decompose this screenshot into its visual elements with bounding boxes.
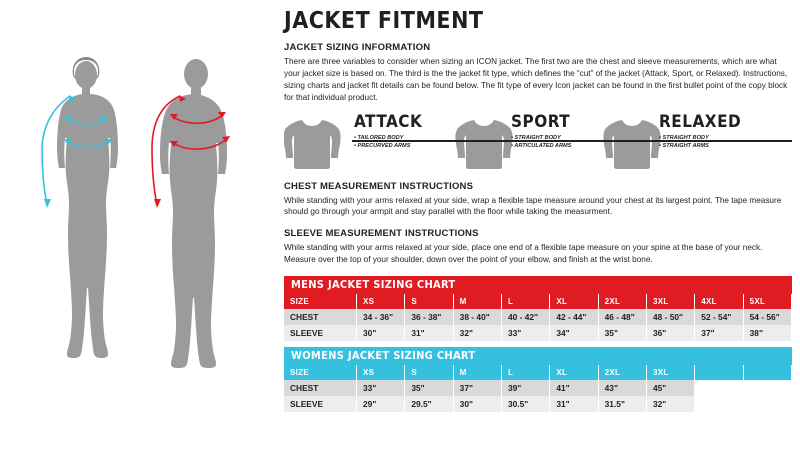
row-label: CHEST <box>284 380 357 396</box>
fit-bullet: • STRAIGHT BODY <box>511 134 561 141</box>
cell: 29" <box>357 396 405 412</box>
cell: 32" <box>646 396 694 412</box>
cell: 42 - 44" <box>550 309 598 325</box>
body-diagrams-svg <box>0 0 278 466</box>
col-s: S <box>405 365 453 380</box>
mens-sizing-table <box>284 294 792 341</box>
table-row <box>284 380 792 396</box>
male-figure <box>160 59 227 368</box>
fit-relaxed-bullets <box>659 134 741 151</box>
col-size: SIZE <box>284 365 357 380</box>
fit-types-graphic <box>284 111 792 171</box>
table-row <box>284 309 792 325</box>
cell: 31" <box>550 396 598 412</box>
cell: 33" <box>357 380 405 396</box>
col-m: M <box>453 365 501 380</box>
female-figure <box>57 57 118 358</box>
section-body: While standing with your arms relaxed at your side, place one end of a flexible tape measure on your spine at the base of your neck. Measure over the top of your shoulder, down over the point of your elbow, and finish at the wrist bone. <box>284 243 763 265</box>
col-3xl: 3XL <box>646 294 694 309</box>
sport-jacket-icon <box>455 120 512 169</box>
fit-bullet: • STRAIGHT ARMS <box>659 142 709 149</box>
table-row <box>284 396 792 412</box>
col-5xl: 5XL <box>743 294 791 309</box>
fit-sport-label: SPORT <box>511 111 571 132</box>
cell: 31" <box>405 325 453 341</box>
col-size: SIZE <box>284 294 357 309</box>
col-xs: XS <box>357 294 405 309</box>
table-header-row <box>284 294 792 309</box>
cell-empty <box>743 380 791 396</box>
cell: 38" <box>743 325 791 341</box>
fit-attack <box>354 111 423 171</box>
cell: 36" <box>646 325 694 341</box>
cell: 33" <box>501 325 549 341</box>
col-l: L <box>501 294 549 309</box>
section-heading: CHEST MEASUREMENT INSTRUCTIONS <box>284 180 474 192</box>
fit-bullet: • STRAIGHT BODY <box>659 134 709 141</box>
section-chest-measurement <box>284 181 792 219</box>
cell: 46 - 48" <box>598 309 646 325</box>
fit-attack-label: ATTACK <box>354 111 423 132</box>
fit-relaxed-label: RELAXED <box>659 111 742 132</box>
relaxed-jacket-icon <box>603 120 660 169</box>
col-2xl: 2XL <box>598 294 646 309</box>
col-xl: XL <box>550 294 598 309</box>
attack-jacket-icon <box>284 120 341 169</box>
fit-sport <box>511 111 572 171</box>
cell: 52 - 54" <box>695 309 743 325</box>
table-header-row <box>284 365 792 380</box>
fit-bullet: • ARTICULATED ARMS <box>511 142 572 149</box>
cell: 31.5" <box>598 396 646 412</box>
cell: 39" <box>501 380 549 396</box>
cell: 35" <box>598 325 646 341</box>
col-3xl: 3XL <box>646 365 694 380</box>
cell: 34 - 36" <box>357 309 405 325</box>
col-s: S <box>405 294 453 309</box>
row-label: SLEEVE <box>284 396 357 412</box>
cell: 37" <box>453 380 501 396</box>
cell: 30" <box>357 325 405 341</box>
fit-sport-bullets <box>511 134 571 151</box>
section-body: While standing with your arms relaxed at your side, wrap a flexible tape measure around your chest at its largest point. The tape measure should go through your armpit and stay parallel with the floor while taking the measurment. <box>284 195 782 217</box>
cell: 45" <box>646 380 694 396</box>
cell: 40 - 42" <box>501 309 549 325</box>
row-label: SLEEVE <box>284 325 357 341</box>
row-label: CHEST <box>284 309 357 325</box>
cell: 36 - 38" <box>405 309 453 325</box>
col-4xl: 4XL <box>695 294 743 309</box>
fit-bullet: • PRECURVED ARMS <box>354 142 411 149</box>
cell: 43" <box>598 380 646 396</box>
section-body: There are three variables to consider when sizing an ICON jacket. The first two are the chest and sleeve measurements, which are what your jacket size is based on. The third is the the jacket fit type, which defines the “cut” of the jacket (Attack, Sport, or Relaxed). Instructions, sizing charts and jacket fit details can be found below. The fit type of every Icon jacket can be found in the first bullet point of the copy block for that individual product. <box>284 57 788 102</box>
table-row <box>284 325 792 341</box>
cell: 35" <box>405 380 453 396</box>
cell: 38 - 40" <box>453 309 501 325</box>
col-2xl: 2XL <box>598 365 646 380</box>
cell: 30.5" <box>501 396 549 412</box>
cell: 34" <box>550 325 598 341</box>
cell-empty <box>695 380 743 396</box>
womens-jacket-sizing-chart <box>284 347 792 412</box>
section-jacket-sizing-information <box>284 42 792 104</box>
fit-attack-bullets <box>354 134 422 151</box>
content-column <box>284 10 792 412</box>
cell: 32" <box>453 325 501 341</box>
col-m: M <box>453 294 501 309</box>
figures-panel <box>0 0 278 466</box>
womens-chart-title: WOMENS JACKET SIZING CHART <box>284 347 792 365</box>
fit-relaxed <box>659 111 742 171</box>
col-l: L <box>501 365 549 380</box>
col-xs: XS <box>357 365 405 380</box>
cell: 41" <box>550 380 598 396</box>
section-heading: SLEEVE MEASUREMENT INSTRUCTIONS <box>284 228 479 240</box>
col-spacer-2 <box>743 365 791 380</box>
cell-empty <box>743 396 791 412</box>
page-title: JACKET FITMENT <box>284 8 484 34</box>
mens-jacket-sizing-chart <box>284 276 792 341</box>
cell: 29.5" <box>405 396 453 412</box>
cell: 30" <box>453 396 501 412</box>
col-spacer-1 <box>695 365 743 380</box>
cell: 54 - 56" <box>743 309 791 325</box>
fit-bullet: • TAILORED BODY <box>354 134 404 141</box>
cell: 37" <box>695 325 743 341</box>
mens-chart-title: MENS JACKET SIZING CHART <box>284 276 792 294</box>
col-xl: XL <box>550 365 598 380</box>
section-sleeve-measurement <box>284 228 792 266</box>
womens-sizing-table <box>284 365 792 412</box>
section-heading: JACKET SIZING INFORMATION <box>284 42 431 53</box>
cell-empty <box>695 396 743 412</box>
cell: 48 - 50" <box>646 309 694 325</box>
